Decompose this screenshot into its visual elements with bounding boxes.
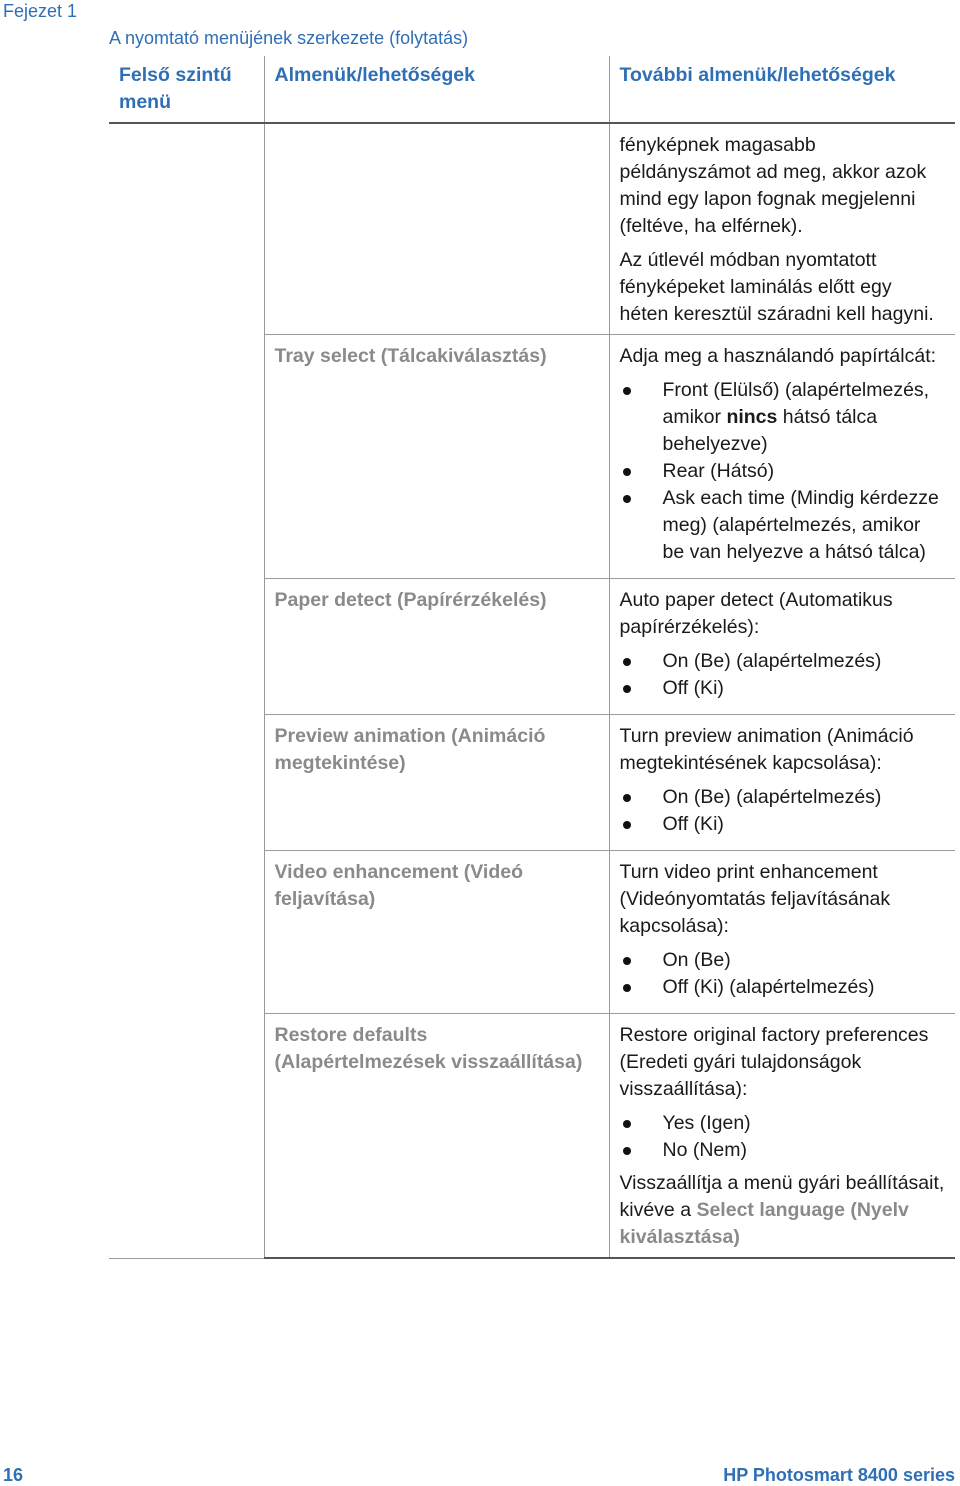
note-text: Visszaállítja a menü gyári beállításait, kivéve a: [619, 1172, 945, 1221]
header-top-menu: Felső szintű menü: [109, 56, 264, 123]
option-text: On (Be) (alapértelmezés): [662, 786, 882, 808]
bullet-icon: [623, 1120, 631, 1128]
option-text: No (Nem): [662, 1139, 748, 1161]
table-row: [109, 123, 955, 335]
submenu-video-enhancement: Video enhancement (Videó feljavítása): [264, 851, 609, 1014]
page-number: 16: [3, 1465, 24, 1485]
list-item: [620, 1137, 946, 1164]
options-cell: [609, 851, 955, 1014]
option-intro: Auto paper detect (Automatikus papírérzékelés):: [619, 589, 893, 638]
option-text: Rear (Hátsó): [662, 460, 775, 482]
option-text: Off (Ki): [662, 813, 724, 835]
list-item: [620, 648, 946, 675]
header-further-submenus: További almenük/lehetőségek: [609, 56, 955, 123]
menu-reference: Select language (Nyelv kiválasztása): [619, 1199, 909, 1248]
passport-note: Az útlevél módban nyomtatott fényképeket laminálás előtt egy héten keresztül száradni kell hagyni.: [619, 249, 934, 325]
chapter-label: Fejezet 1: [3, 1, 78, 21]
submenu-tray-select: Tray select (Tálcakiválasztás): [264, 335, 609, 579]
list-item: [620, 485, 946, 566]
list-item: [620, 784, 946, 811]
menu-structure-table: [109, 56, 955, 1259]
bullet-icon: [623, 794, 631, 802]
options-cell: [609, 579, 955, 715]
option-list: [620, 377, 946, 566]
submenu-paper-detect: Paper detect (Papírérzékelés): [264, 579, 609, 715]
list-item: [620, 811, 946, 838]
table-caption: A nyomtató menüjének szerkezete (folytatás): [109, 28, 469, 48]
bullet-icon: [623, 387, 631, 395]
table-header-row: [109, 56, 955, 123]
option-text: Off (Ki) (alapértelmezés): [662, 976, 875, 998]
option-text: Off (Ki): [662, 677, 724, 699]
bullet-icon: [623, 984, 631, 992]
option-list: [620, 648, 946, 702]
option-intro: Restore original factory preferences (Eredeti gyári tulajdonságok visszaállítása):: [619, 1024, 929, 1100]
list-item: [620, 675, 946, 702]
top-menu-cell: [109, 123, 264, 1258]
option-intro: Turn video print enhancement (Videónyomtatás feljavításának kapcsolása):: [619, 861, 891, 937]
bullet-icon: [623, 1147, 631, 1155]
options-cell: [609, 1014, 955, 1259]
option-intro: Adja meg a használandó papírtálcát:: [619, 345, 937, 367]
option-text: On (Be): [662, 949, 731, 971]
restore-note: [620, 1170, 946, 1251]
submenu-preview-animation: Preview animation (Animáció megtekintése): [264, 715, 609, 851]
option-text: hátsó tálca behelyezve): [662, 406, 878, 455]
bullet-icon: [623, 658, 631, 666]
option-list: [620, 1110, 946, 1164]
option-intro: Turn preview animation (Animáció megtekintésének kapcsolása):: [619, 725, 914, 774]
options-cell: [609, 123, 955, 335]
continuation-text: fényképnek magasabb példányszámot ad meg, akkor azok mind egy lapon fognak megjelenni (feltéve, ha elférnek).: [619, 134, 927, 237]
submenu-cell: [264, 123, 609, 335]
list-item: [620, 947, 946, 974]
option-text: Front (Elülső) (alapértelmezés, amikor: [662, 379, 930, 428]
option-list: [620, 784, 946, 838]
option-emphasis: nincs: [726, 406, 778, 428]
bullet-icon: [623, 495, 631, 503]
bullet-icon: [623, 468, 631, 476]
option-text: Yes (Igen): [662, 1112, 751, 1134]
submenu-restore-defaults: Restore defaults (Alapértelmezések visszaállítása): [264, 1014, 609, 1259]
bullet-icon: [623, 685, 631, 693]
list-item: [620, 458, 946, 485]
header-submenus: Almenük/lehetőségek: [264, 56, 609, 123]
options-cell: [609, 335, 955, 579]
product-name: HP Photosmart 8400 series: [723, 1465, 955, 1485]
option-text: Ask each time (Mindig kérdezze meg) (alapértelmezés, amikor be van helyezve a hátsó tálca): [662, 487, 939, 563]
list-item: [620, 1110, 946, 1137]
option-list: [620, 947, 946, 1001]
list-item: [620, 377, 946, 458]
list-item: [620, 974, 946, 1001]
options-cell: [609, 715, 955, 851]
bullet-icon: [623, 821, 631, 829]
bullet-icon: [623, 957, 631, 965]
option-text: On (Be) (alapértelmezés): [662, 650, 882, 672]
